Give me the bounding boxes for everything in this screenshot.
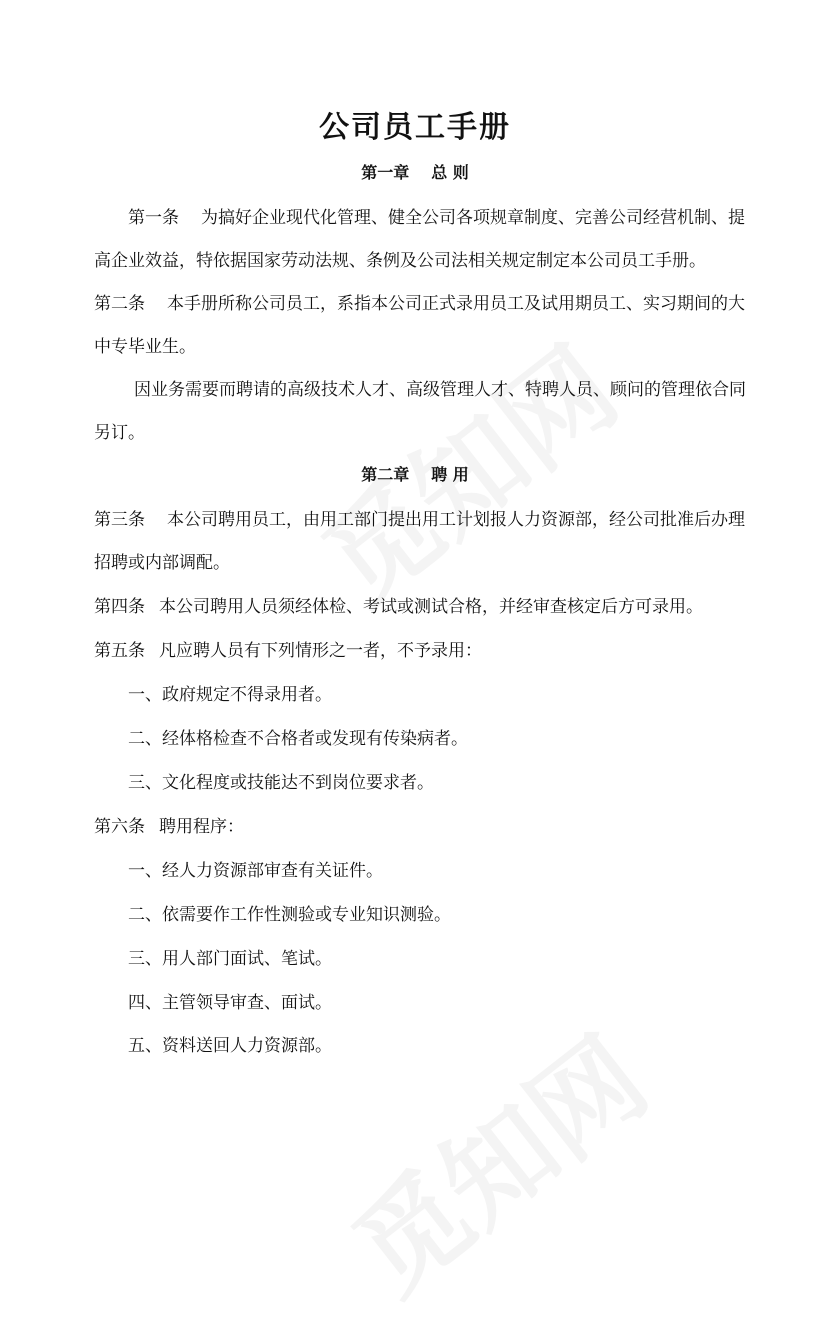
article-line: 中专毕业生。 bbox=[94, 337, 196, 357]
list-item: 四、主管领导审查、面试。 bbox=[128, 993, 332, 1013]
article-text: 本公司聘用人员须经体检、考试或测试合格，并经审查核定后方可录用。 bbox=[159, 597, 703, 617]
list-item: 三、文化程度或技能达不到岗位要求者。 bbox=[128, 773, 434, 793]
article-text: 凡应聘人员有下列情形之一者，不予录用： bbox=[159, 641, 482, 661]
article-line bbox=[94, 505, 745, 530]
chapter-heading bbox=[0, 462, 830, 485]
article-text: 聘用程序： bbox=[159, 817, 244, 837]
article-number: 第五条 bbox=[94, 641, 145, 661]
article-number: 第三条 bbox=[94, 510, 145, 530]
article-line bbox=[94, 289, 745, 314]
article-number: 第四条 bbox=[94, 597, 145, 617]
article-line: 因业务需要而聘请的高级技术人才、高级管理人才、特聘人员、顾问的管理依合同 bbox=[134, 380, 746, 400]
list-item: 一、政府规定不得录用者。 bbox=[128, 685, 332, 705]
chapter-number: 第二章 bbox=[361, 465, 410, 484]
article-number: 第六条 bbox=[94, 817, 145, 837]
article-text: 本手册所称公司员工，系指本公司正式录用员工及试用期员工、实习期间的大 bbox=[167, 294, 745, 314]
article-text: 为搞好企业现代化管理、健全公司各项规章制度、完善公司经营机制、提 bbox=[201, 208, 745, 228]
article-line bbox=[128, 203, 745, 228]
article-line bbox=[94, 592, 703, 617]
chapter-name: 总 则 bbox=[431, 163, 469, 182]
article-number: 第一条 bbox=[128, 208, 179, 228]
chapter-name: 聘 用 bbox=[431, 465, 469, 484]
article-line bbox=[94, 636, 482, 661]
list-item: 二、依需要作工作性测验或专业知识测验。 bbox=[128, 905, 451, 925]
article-line: 招聘或内部调配。 bbox=[94, 553, 230, 573]
list-item: 三、用人部门面试、笔试。 bbox=[128, 949, 332, 969]
list-item: 二、经体格检查不合格者或发现有传染病者。 bbox=[128, 729, 468, 749]
article-number: 第二条 bbox=[94, 294, 145, 314]
chapter-number: 第一章 bbox=[361, 163, 410, 182]
chapter-heading bbox=[0, 160, 830, 183]
document-title: 公司员工手册 bbox=[319, 110, 511, 145]
list-item: 五、资料送回人力资源部。 bbox=[128, 1036, 332, 1056]
article-line bbox=[94, 812, 244, 837]
article-line: 另订。 bbox=[94, 423, 145, 443]
article-text: 本公司聘用员工，由用工部门提出用工计划报人力资源部，经公司批准后办理 bbox=[167, 510, 745, 530]
list-item: 一、经人力资源部审查有关证件。 bbox=[128, 861, 383, 881]
article-line: 高企业效益，特依据国家劳动法规、条例及公司法相关规定制定本公司员工手册。 bbox=[94, 251, 706, 271]
watermark bbox=[316, 995, 673, 1323]
